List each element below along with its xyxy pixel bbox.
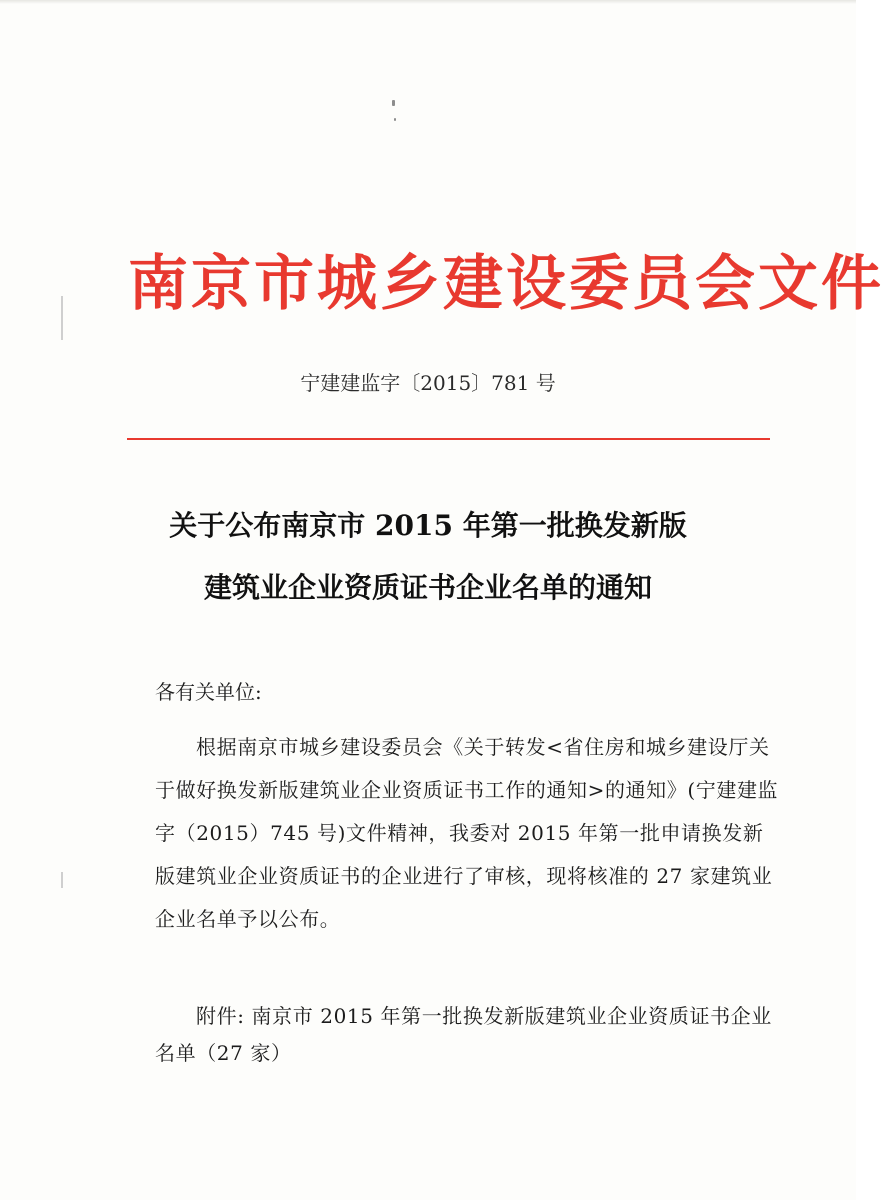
scan-speck — [392, 100, 395, 106]
document-number: 宁建建监字〔2015〕781 号 — [300, 371, 556, 395]
attachment-note: 附件: 南京市 2015 年第一批换发新版建筑业企业资质证书企业名单（27 家） — [155, 1004, 772, 1065]
notice-title-line-1: 关于公布南京市 2015 年第一批换发新版 — [169, 509, 687, 542]
binding-mark — [61, 296, 63, 340]
salutation: 各有关单位: — [155, 680, 262, 704]
letterhead-title: 南京市城乡建设委员会文件 — [128, 249, 884, 319]
red-divider — [127, 438, 770, 440]
notice-title-line-2: 建筑业企业资质证书企业名单的通知 — [203, 571, 652, 604]
scan-speck — [394, 118, 396, 121]
notice-title — [0, 495, 856, 619]
body-paragraph: 根据南京市城乡建设委员会《关于转发<省住房和城乡建设厅关于做好换发新版建筑业企业资质证书工作的通知>的通知》(宁建建监字（2015）745 号)文件精神，我委对 2015 年第一批申请换发新版建筑业企业资质证书的企业进行了审核，现将核准的 27 家建筑业企业名单予以公布。 — [155, 735, 779, 931]
binding-mark — [61, 872, 63, 888]
scan-edge — [0, 0, 856, 4]
